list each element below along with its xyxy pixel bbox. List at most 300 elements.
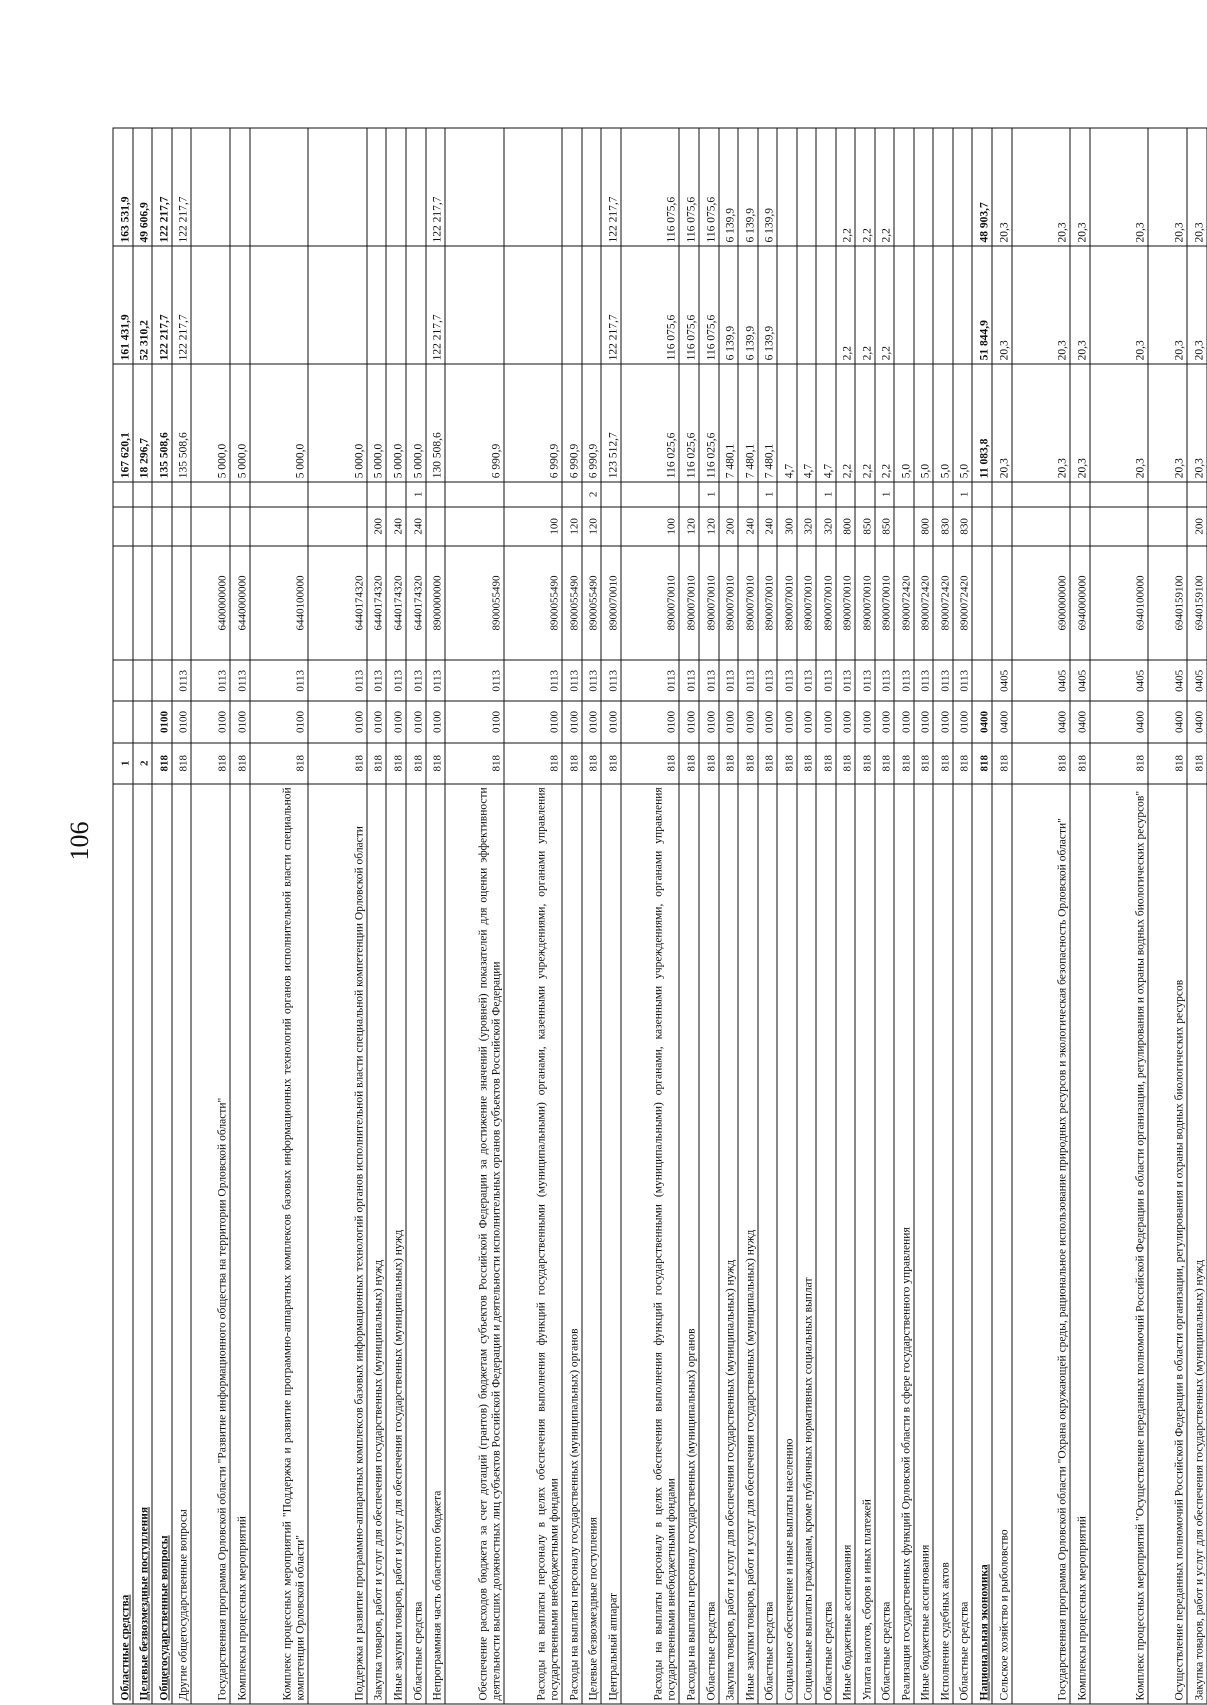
- code-admin: 818: [758, 743, 778, 784]
- code-source: [133, 482, 153, 507]
- amount-year-1: 6 990,9: [504, 364, 563, 482]
- amount-year-3: 20,3: [1012, 128, 1071, 246]
- amount-year-2: [406, 246, 426, 364]
- code-section: 0100: [738, 701, 758, 742]
- table-row: [1070, 128, 1090, 1704]
- code-expense-type: 850: [875, 507, 895, 546]
- amount-year-3: 20,3: [1187, 128, 1207, 246]
- code-admin: 818: [250, 743, 309, 784]
- amount-year-3: 116 075,6: [679, 128, 699, 246]
- amount-year-3: [894, 128, 914, 246]
- code-subsection: 0113: [738, 660, 758, 701]
- code-admin: 818: [875, 743, 895, 784]
- amount-year-3: [191, 128, 230, 246]
- code-subsection: 0113: [582, 660, 602, 701]
- code-source: [1090, 482, 1149, 507]
- amount-year-2: 161 431,9: [113, 246, 133, 364]
- row-name: Социальные выплаты гражданам, кроме публичных нормативных социальных выплат: [797, 784, 817, 1704]
- code-expense-type: [894, 507, 914, 546]
- table-row: [1148, 128, 1187, 1704]
- code-target: 8900072420: [914, 546, 934, 660]
- table-row: [894, 128, 914, 1704]
- code-expense-type: [113, 507, 133, 546]
- code-expense-type: [1012, 507, 1071, 546]
- code-expense-type: [601, 507, 621, 546]
- amount-year-1: 123 512,7: [601, 364, 621, 482]
- code-admin: 818: [699, 743, 719, 784]
- code-admin: 818: [797, 743, 817, 784]
- code-expense-type: 120: [562, 507, 582, 546]
- code-expense-type: 800: [836, 507, 856, 546]
- code-section: 0100: [719, 701, 739, 742]
- code-subsection: 0113: [426, 660, 446, 701]
- amount-year-3: [933, 128, 953, 246]
- code-section: 0100: [836, 701, 856, 742]
- code-subsection: 0113: [172, 660, 192, 701]
- table-row: [621, 128, 680, 1704]
- code-subsection: 0113: [504, 660, 563, 701]
- code-source: 1: [875, 482, 895, 507]
- amount-year-1: 20,3: [992, 364, 1012, 482]
- code-source: [855, 482, 875, 507]
- amount-year-3: 116 075,6: [699, 128, 719, 246]
- code-subsection: 0405: [1012, 660, 1071, 701]
- amount-year-2: 116 075,6: [679, 246, 699, 364]
- code-expense-type: [133, 507, 153, 546]
- code-expense-type: 240: [738, 507, 758, 546]
- table-row: [426, 128, 446, 1704]
- amount-year-2: [386, 246, 406, 364]
- amount-year-1: 5 000,0: [230, 364, 250, 482]
- code-section: 0400: [972, 701, 992, 742]
- row-name: Национальная экономика: [972, 784, 992, 1704]
- code-expense-type: 240: [406, 507, 426, 546]
- amount-year-1: 135 508,6: [152, 364, 172, 482]
- amount-year-1: 5,0: [933, 364, 953, 482]
- amount-year-1: 7 480,1: [738, 364, 758, 482]
- table-row: [133, 128, 153, 1704]
- code-expense-type: [972, 507, 992, 546]
- code-admin: 818: [504, 743, 563, 784]
- code-admin: 818: [621, 743, 680, 784]
- amount-year-2: 20,3: [1148, 246, 1187, 364]
- code-target: 6440174320: [367, 546, 387, 660]
- code-subsection: 0405: [1090, 660, 1149, 701]
- amount-year-2: 6 139,9: [738, 246, 758, 364]
- amount-year-2: [191, 246, 230, 364]
- table-row: [191, 128, 230, 1704]
- code-source: [894, 482, 914, 507]
- amount-year-2: 20,3: [1187, 246, 1207, 364]
- row-name: Уплата налогов, сборов и иных платежей: [855, 784, 875, 1704]
- table-row: [308, 128, 367, 1704]
- amount-year-2: [797, 246, 817, 364]
- amount-year-1: 11 083,8: [972, 364, 992, 482]
- row-name: Социальное обеспечение и иные выплаты населению: [777, 784, 797, 1704]
- table-row: [972, 128, 992, 1704]
- row-name: Целевые безвозмездные поступления: [582, 784, 602, 1704]
- row-name: Государственная программа Орловской области "Развитие информационного общества на территории Орловской области": [191, 784, 230, 1704]
- code-target: [992, 546, 1012, 660]
- code-subsection: 0113: [386, 660, 406, 701]
- code-section: 0400: [992, 701, 1012, 742]
- row-name: Областные средства: [406, 784, 426, 1704]
- amount-year-1: 2,2: [875, 364, 895, 482]
- amount-year-3: 6 139,9: [719, 128, 739, 246]
- amount-year-3: 2,2: [875, 128, 895, 246]
- code-section: 0100: [582, 701, 602, 742]
- amount-year-1: 2,2: [836, 364, 856, 482]
- table-row: [601, 128, 621, 1704]
- code-expense-type: 100: [504, 507, 563, 546]
- table-row: [367, 128, 387, 1704]
- code-source: [386, 482, 406, 507]
- code-expense-type: 800: [914, 507, 934, 546]
- code-source: 1: [699, 482, 719, 507]
- budget-table-body: [113, 128, 1207, 1704]
- code-admin: 818: [972, 743, 992, 784]
- table-row: [875, 128, 895, 1704]
- code-source: [504, 482, 563, 507]
- table-row: [777, 128, 797, 1704]
- amount-year-2: [504, 246, 563, 364]
- code-subsection: 0113: [914, 660, 934, 701]
- table-row: [719, 128, 739, 1704]
- amount-year-1: 20,3: [1012, 364, 1071, 482]
- code-target: [133, 546, 153, 660]
- row-name: Комплексы процессных мероприятий: [1070, 784, 1090, 1704]
- amount-year-2: [777, 246, 797, 364]
- table-row: [386, 128, 406, 1704]
- code-target: 6400000000: [191, 546, 230, 660]
- code-admin: 818: [992, 743, 1012, 784]
- row-name: Иные закупки товаров, работ и услуг для обеспечения государственных (муниципальных) нужд: [386, 784, 406, 1704]
- code-subsection: 0113: [699, 660, 719, 701]
- amount-year-2: [308, 246, 367, 364]
- code-subsection: 0113: [601, 660, 621, 701]
- row-name: Поддержка и развитие программно-аппаратных комплексов базовых информационных технологий органов исполнительной власти специальной компетенции Орловской области: [308, 784, 367, 1704]
- code-target: 8900070010: [719, 546, 739, 660]
- code-expense-type: [1148, 507, 1187, 546]
- code-target: 6940159100: [1148, 546, 1187, 660]
- code-admin: 818: [426, 743, 446, 784]
- code-section: 0100: [152, 701, 172, 742]
- code-section: 0100: [894, 701, 914, 742]
- code-subsection: 0113: [933, 660, 953, 701]
- code-source: 1: [758, 482, 778, 507]
- code-admin: 818: [836, 743, 856, 784]
- code-expense-type: 120: [699, 507, 719, 546]
- code-section: 0400: [1090, 701, 1149, 742]
- amount-year-3: [367, 128, 387, 246]
- amount-year-3: 20,3: [1070, 128, 1090, 246]
- row-name: Осуществление переданных полномочий Российской Федерации в области организации, регулирования и охраны водных биологических ресурсов: [1148, 784, 1187, 1704]
- table-row: [406, 128, 426, 1704]
- code-source: [152, 482, 172, 507]
- amount-year-1: 6 990,9: [582, 364, 602, 482]
- amount-year-2: 6 139,9: [719, 246, 739, 364]
- code-admin: 818: [719, 743, 739, 784]
- table-row: [699, 128, 719, 1704]
- code-section: 0100: [855, 701, 875, 742]
- table-row: [855, 128, 875, 1704]
- row-name: Областные средства: [875, 784, 895, 1704]
- amount-year-3: 122 217,7: [152, 128, 172, 246]
- code-subsection: 0113: [855, 660, 875, 701]
- code-source: [972, 482, 992, 507]
- code-section: [133, 701, 153, 742]
- amount-year-2: [914, 246, 934, 364]
- amount-year-3: [406, 128, 426, 246]
- code-expense-type: [152, 507, 172, 546]
- code-section: 0100: [504, 701, 563, 742]
- code-admin: 1: [113, 743, 133, 784]
- amount-year-3: [816, 128, 836, 246]
- code-source: [1148, 482, 1187, 507]
- table-row: [445, 128, 504, 1704]
- amount-year-2: 122 217,7: [426, 246, 446, 364]
- code-subsection: 0113: [758, 660, 778, 701]
- amount-year-3: 6 139,9: [738, 128, 758, 246]
- code-expense-type: 320: [797, 507, 817, 546]
- table-row: [1012, 128, 1071, 1704]
- amount-year-3: [914, 128, 934, 246]
- code-subsection: 0113: [621, 660, 680, 701]
- amount-year-1: 2,2: [855, 364, 875, 482]
- amount-year-2: [582, 246, 602, 364]
- row-name: Центральный аппарат: [601, 784, 621, 1704]
- code-target: 8900070010: [875, 546, 895, 660]
- code-target: 8900055490: [582, 546, 602, 660]
- amount-year-1: 5 000,0: [386, 364, 406, 482]
- amount-year-2: [250, 246, 309, 364]
- table-row: [504, 128, 563, 1704]
- code-expense-type: 830: [933, 507, 953, 546]
- code-source: [172, 482, 192, 507]
- row-name: Областные средства: [699, 784, 719, 1704]
- code-admin: 818: [601, 743, 621, 784]
- amount-year-1: 20,3: [1090, 364, 1149, 482]
- table-row: [152, 128, 172, 1704]
- code-target: 8900055490: [562, 546, 582, 660]
- amount-year-2: [230, 246, 250, 364]
- amount-year-3: 2,2: [836, 128, 856, 246]
- code-source: [797, 482, 817, 507]
- amount-year-3: 6 139,9: [758, 128, 778, 246]
- table-row: [230, 128, 250, 1704]
- code-target: 8900070010: [855, 546, 875, 660]
- code-target: 6940000000: [1070, 546, 1090, 660]
- amount-year-3: 49 606,9: [133, 128, 153, 246]
- code-target: 8900072420: [953, 546, 973, 660]
- code-subsection: 0113: [308, 660, 367, 701]
- code-admin: 818: [1187, 743, 1207, 784]
- amount-year-1: 5 000,0: [250, 364, 309, 482]
- row-name: Непрограммная часть областного бюджета: [426, 784, 446, 1704]
- code-admin: 818: [894, 743, 914, 784]
- code-expense-type: 240: [758, 507, 778, 546]
- code-target: 6440000000: [230, 546, 250, 660]
- row-name: Закупка товаров, работ и услуг для обеспечения государственных (муниципальных) нужд: [1187, 784, 1207, 1704]
- code-source: [1187, 482, 1207, 507]
- code-expense-type: 300: [777, 507, 797, 546]
- code-section: 0100: [914, 701, 934, 742]
- code-section: 0100: [953, 701, 973, 742]
- code-target: 8900070010: [816, 546, 836, 660]
- code-expense-type: [1070, 507, 1090, 546]
- code-target: 8900072420: [894, 546, 914, 660]
- code-target: 8900070010: [738, 546, 758, 660]
- code-expense-type: [1090, 507, 1149, 546]
- amount-year-2: 122 217,7: [601, 246, 621, 364]
- code-target: 8900055490: [445, 546, 504, 660]
- code-source: [777, 482, 797, 507]
- table-row: [113, 128, 133, 1704]
- code-subsection: 0113: [894, 660, 914, 701]
- code-subsection: 0113: [191, 660, 230, 701]
- code-target: 6940100000: [1090, 546, 1149, 660]
- amount-year-1: 5,0: [914, 364, 934, 482]
- code-expense-type: 200: [719, 507, 739, 546]
- amount-year-2: 116 075,6: [699, 246, 719, 364]
- amount-year-3: 48 903,7: [972, 128, 992, 246]
- amount-year-3: 20,3: [1090, 128, 1149, 246]
- amount-year-1: 4,7: [797, 364, 817, 482]
- code-source: [250, 482, 309, 507]
- amount-year-2: 20,3: [1090, 246, 1149, 364]
- table-row: [758, 128, 778, 1704]
- code-expense-type: [992, 507, 1012, 546]
- code-source: [738, 482, 758, 507]
- code-source: [933, 482, 953, 507]
- row-name: Иные закупки товаров, работ и услуг для обеспечения государственных (муниципальных) нужд: [738, 784, 758, 1704]
- amount-year-2: 116 075,6: [621, 246, 680, 364]
- code-subsection: 0405: [1148, 660, 1187, 701]
- code-target: 8900070010: [679, 546, 699, 660]
- code-section: 0100: [816, 701, 836, 742]
- amount-year-1: 135 508,6: [172, 364, 192, 482]
- code-target: 8900070010: [699, 546, 719, 660]
- code-target: 8900070010: [797, 546, 817, 660]
- code-admin: 818: [1012, 743, 1071, 784]
- amount-year-1: 6 990,9: [445, 364, 504, 482]
- code-source: [113, 482, 133, 507]
- code-subsection: [133, 660, 153, 701]
- amount-year-1: 116 025,6: [621, 364, 680, 482]
- code-target: 8900070010: [601, 546, 621, 660]
- code-section: 0100: [758, 701, 778, 742]
- budget-table-container: [113, 128, 1207, 1705]
- row-name: Комплекс процессных мероприятий "Поддержка и развитие программно-аппаратных комплексов базовых информационных технологий органов исполнительной власти специальной компетенции Орловской области": [250, 784, 309, 1704]
- amount-year-1: 5 000,0: [406, 364, 426, 482]
- amount-year-3: [582, 128, 602, 246]
- row-name: Обеспечение расходов бюджета за счет дотаций (грантов) бюджетам субъектов Российской Федерации за достижение значений (уровней) показателей для оценки эффективности деятельности высших должностных лиц субъектов Российской Федерации и деятельности исполнительных органов субъектов Российской Федерации: [445, 784, 504, 1704]
- code-admin: 2: [133, 743, 153, 784]
- code-admin: 818: [445, 743, 504, 784]
- code-target: 8900055490: [504, 546, 563, 660]
- row-name: Государственная программа Орловской области "Охрана окружающей среды, рациональное использование природных ресурсов и экологическая безопасность Орловской области": [1012, 784, 1071, 1704]
- code-subsection: 0405: [1187, 660, 1207, 701]
- code-subsection: 0113: [777, 660, 797, 701]
- code-section: 0100: [621, 701, 680, 742]
- code-section: 0400: [1012, 701, 1071, 742]
- table-row: [933, 128, 953, 1704]
- code-source: [914, 482, 934, 507]
- row-name: Областные средства: [758, 784, 778, 1704]
- code-section: 0100: [933, 701, 953, 742]
- code-source: [601, 482, 621, 507]
- code-admin: 818: [816, 743, 836, 784]
- code-section: 0100: [308, 701, 367, 742]
- code-source: 1: [953, 482, 973, 507]
- table-row: [679, 128, 699, 1704]
- amount-year-1: 20,3: [1148, 364, 1187, 482]
- code-expense-type: 850: [855, 507, 875, 546]
- code-expense-type: 120: [582, 507, 602, 546]
- amount-year-1: 7 480,1: [719, 364, 739, 482]
- row-name: Закупка товаров, работ и услуг для обеспечения государственных (муниципальных) нужд: [367, 784, 387, 1704]
- amount-year-3: [504, 128, 563, 246]
- code-admin: 818: [191, 743, 230, 784]
- amount-year-2: 51 844,9: [972, 246, 992, 364]
- amount-year-3: 20,3: [992, 128, 1012, 246]
- amount-year-3: 163 531,9: [113, 128, 133, 246]
- code-target: 6440100000: [250, 546, 309, 660]
- amount-year-1: 5 000,0: [367, 364, 387, 482]
- amount-year-1: 130 508,6: [426, 364, 446, 482]
- code-admin: 818: [562, 743, 582, 784]
- row-name: Исполнение судебных актов: [933, 784, 953, 1704]
- amount-year-1: 5 000,0: [191, 364, 230, 482]
- code-section: 0100: [699, 701, 719, 742]
- code-section: 0100: [191, 701, 230, 742]
- code-source: [445, 482, 504, 507]
- amount-year-3: 122 217,7: [601, 128, 621, 246]
- code-source: [836, 482, 856, 507]
- amount-year-2: 2,2: [855, 246, 875, 364]
- amount-year-1: 18 296,7: [133, 364, 153, 482]
- code-expense-type: [445, 507, 504, 546]
- amount-year-3: 122 217,7: [172, 128, 192, 246]
- code-target: 6440174320: [406, 546, 426, 660]
- code-subsection: 0113: [406, 660, 426, 701]
- code-admin: 818: [582, 743, 602, 784]
- code-expense-type: 320: [816, 507, 836, 546]
- code-section: 0100: [367, 701, 387, 742]
- code-subsection: 0113: [230, 660, 250, 701]
- code-section: 0100: [797, 701, 817, 742]
- code-expense-type: [426, 507, 446, 546]
- table-row: [797, 128, 817, 1704]
- code-admin: 818: [152, 743, 172, 784]
- amount-year-2: 122 217,7: [172, 246, 192, 364]
- amount-year-2: 20,3: [1070, 246, 1090, 364]
- page-number: 106: [65, 821, 95, 861]
- amount-year-2: [816, 246, 836, 364]
- amount-year-2: [953, 246, 973, 364]
- amount-year-2: 6 139,9: [758, 246, 778, 364]
- code-section: 0400: [1148, 701, 1187, 742]
- row-name: Иные бюджетные ассигнования: [836, 784, 856, 1704]
- amount-year-2: [562, 246, 582, 364]
- amount-year-1: 7 480,1: [758, 364, 778, 482]
- code-expense-type: 240: [386, 507, 406, 546]
- amount-year-2: [933, 246, 953, 364]
- row-name: Сельское хозяйство и рыболовство: [992, 784, 1012, 1704]
- table-row: [953, 128, 973, 1704]
- code-admin: 818: [855, 743, 875, 784]
- code-admin: 818: [230, 743, 250, 784]
